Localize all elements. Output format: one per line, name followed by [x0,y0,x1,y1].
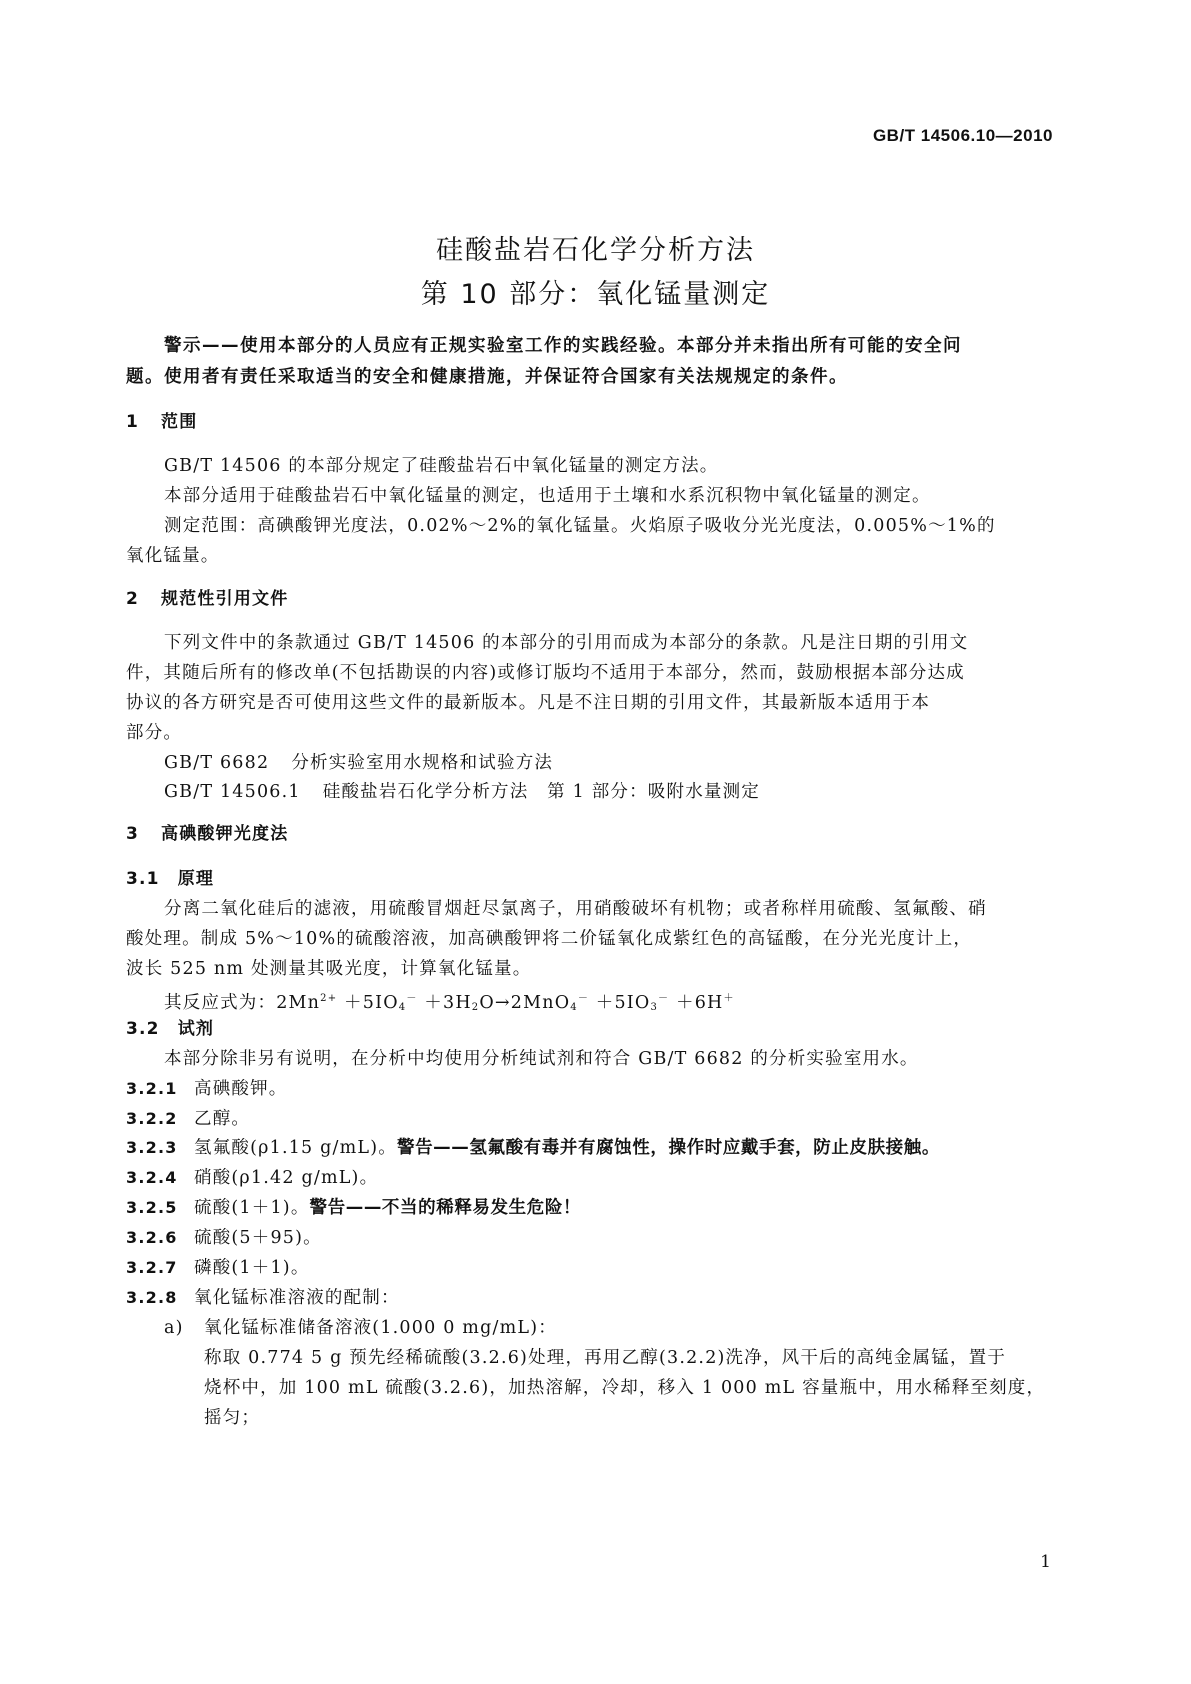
equation-term: ＋3H [417,993,472,1013]
section-1-number: 1 [126,412,140,432]
equation-subscript: 2 [471,1002,480,1013]
section-2-paragraph-line-4: 部分。 [126,723,183,743]
section-3-2-number: 3.2 [126,1019,160,1039]
section-1-heading [126,411,197,433]
equation-superscript: － [577,993,590,1004]
sub-item-title: 氧化锰标准储备溶液(1.000 0 mg/mL)： [204,1318,557,1338]
section-3-number: 3 [126,824,140,844]
section-1-title: 范围 [161,412,198,432]
section-1-paragraph-3-line-2: 氧化锰量。 [126,546,220,566]
reagent-number: 3.2.3 [126,1138,178,1157]
reference-code: GB/T 14506.1 [164,782,301,802]
principle-line-3: 波长 525 nm 处测量其吸光度，计算氧化锰量。 [126,959,532,979]
reagent-item [126,1137,940,1159]
reagent-item [126,1108,250,1130]
reagent-item [126,1227,322,1249]
equation-superscript: － [406,993,418,1004]
section-3-1-number: 3.1 [126,869,160,889]
reagent-text: 乙醇。 [194,1109,251,1129]
equation-subscript: 4 [398,1002,407,1013]
reagent-text: 高碘酸钾。 [194,1079,288,1099]
sub-item-label: a) [164,1318,184,1338]
equation-superscript: 2+ [320,993,338,1004]
section-2-paragraph-line-3: 协议的各方研究是否可使用这些文件的最新版本。凡是不注日期的引用文件，其最新版本适用于本 [126,693,931,713]
section-2-paragraph-line-1: 下列文件中的条款通过 GB/T 14506 的本部分的引用而成为本部分的条款。凡是注日期的引用文 [164,633,969,653]
page-number: 1 [1040,1552,1051,1572]
equation-subscript: 4 [570,1002,578,1013]
reagent-text: 硫酸(1＋1)。 [194,1198,310,1218]
reagent-text: 氧化锰标准溶液的配制： [194,1288,400,1308]
equation-term: ＋5IO [589,993,651,1013]
reagent-number: 3.2.8 [126,1288,178,1307]
reagent-item [126,1287,400,1309]
standard-code: GB/T 14506.10—2010 [872,126,1053,145]
section-3-title: 高碘酸钾光度法 [161,824,289,844]
reference-code: GB/T 6682 [164,753,270,773]
section-2-paragraph-line-2: 件，其随后所有的修改单(不包括勘误的内容)或修订版均不适用于本部分，然而，鼓励根据本部分达成 [126,663,965,683]
principle-line-2: 酸处理。制成 5%～10%的硫酸溶液，加高碘酸钾将二价锰氧化成紫红色的高锰酸，在分光光度计上， [126,929,973,949]
reagent-number: 3.2.2 [126,1109,178,1128]
reference-title: 分析实验室用水规格和试验方法 [291,753,554,773]
reagent-text: 磷酸(1＋1)。 [194,1258,310,1278]
reagent-number: 3.2.6 [126,1228,178,1247]
reaction-equation [164,988,735,1019]
normative-reference [164,752,553,774]
reagent-item [126,1078,288,1100]
equation-term: ＋6H [669,993,724,1013]
reagents-intro: 本部分除非另有说明，在分析中均使用分析纯试剂和符合 GB/T 6682 的分析实验室用水。 [164,1049,919,1069]
reagent-number: 3.2.1 [126,1079,178,1098]
reagent-text: 硝酸(ρ1.42 g/mL)。 [194,1168,379,1188]
reagent-text: 硫酸(5＋95)。 [194,1228,322,1248]
reagent-warning: 警告——氢氟酸有毒并有腐蚀性，操作时应戴手套，防止皮肤接触。 [396,1138,940,1158]
sub-item-a-line-3: 摇匀； [204,1408,261,1428]
section-1-paragraph-1: GB/T 14506 的本部分规定了硅酸盐岩石中氧化锰量的测定方法。 [164,456,719,476]
sub-item-a-line-1: 称取 0.774 5 g 预先经稀硫酸(3.2.6)处理，再用乙醇(3.2.2)洗净，风干后的高纯金属锰，置于 [204,1348,1007,1368]
reagent-item [126,1257,310,1279]
reagent-number: 3.2.5 [126,1198,178,1217]
equation-subscript: 3 [650,1002,659,1013]
equation-term: O→2MnO [479,993,571,1013]
equation-superscript: ＋ [723,993,735,1004]
document-subtitle: 第 10 部分：氧化锰量测定 [420,279,771,310]
reagent-number: 3.2.4 [126,1168,178,1187]
normative-reference [164,781,760,803]
section-3-2-title: 试剂 [177,1019,215,1039]
reagent-text: 氢氟酸(ρ1.15 g/mL)。 [194,1138,397,1158]
section-2-heading [126,588,288,610]
reagent-item [126,1197,581,1219]
section-2-title: 规范性引用文件 [161,589,289,609]
document-title: 硅酸盐岩石化学分析方法 [436,235,755,266]
section-3-1-heading [126,868,214,890]
equation-prefix: 其反应式为： [164,993,277,1013]
equation-term: 2Mn [276,993,321,1013]
section-3-1-title: 原理 [177,869,215,889]
equation-superscript: － [658,993,670,1004]
reagent-number: 3.2.7 [126,1258,178,1277]
warning-line-1: 警示——使用本部分的人员应有正规实验室工作的实践经验。本部分并未指出所有可能的安全问 [164,336,962,356]
section-3-2-heading [126,1018,214,1040]
warning-line-2: 题。使用者有责任采取适当的安全和健康措施，并保证符合国家有关法规规定的条件。 [126,367,848,387]
section-1-paragraph-3-line-1: 测定范围：高碘酸钾光度法，0.02%～2%的氧化锰量。火焰原子吸收分光光度法，0.005%～1%的 [164,516,996,536]
principle-line-1: 分离二氧化硅后的滤液，用硫酸冒烟赶尽氯离子，用硝酸破坏有机物；或者称样用硫酸、氢氟酸、硝 [164,899,987,919]
section-3-heading [126,823,288,845]
reagent-item [126,1167,378,1189]
reference-title: 硅酸盐岩石化学分析方法 第 1 部分：吸附水量测定 [322,782,761,802]
section-2-number: 2 [126,589,140,609]
section-1-paragraph-2: 本部分适用于硅酸盐岩石中氧化锰量的测定，也适用于土壤和水系沉积物中氧化锰量的测定。 [164,486,931,506]
reagent-warning: 警告——不当的稀释易发生危险！ [309,1198,582,1218]
sub-item-a-heading [164,1317,557,1339]
equation-term: ＋5IO [337,993,399,1013]
sub-item-a-line-2: 烧杯中，加 100 mL 硫酸(3.2.6)，加热溶解，冷却，移入 1 000 mL 容量瓶中，用水稀释至刻度， [204,1378,1046,1398]
